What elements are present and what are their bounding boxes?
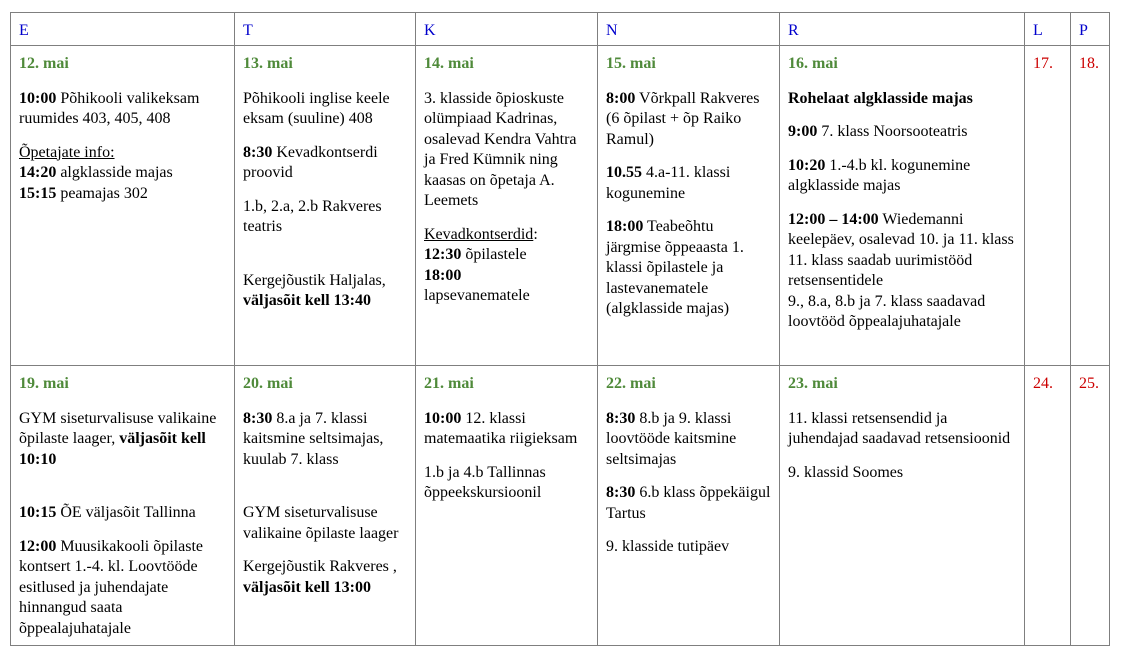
event: 10:00 Põhikooli valikeksam ruumides 403, 405, 408 [19, 89, 200, 127]
cell-22-mai [598, 366, 780, 646]
event: 8:30 6.b klass õppekäigul Tartus [606, 484, 771, 522]
event: Kergejõustik Haljalas, väljasõit kell 13:40 [243, 271, 386, 309]
cell-23-mai [780, 366, 1025, 646]
cell-15-mai [598, 46, 780, 366]
event: 11. klass saadab uurimistööd retsensentidele [788, 251, 973, 289]
event: 8:00 Võrkpall Rakveres (6 õpilast + õp Raiko Ramul) [606, 89, 760, 148]
date-label: 21. mai [424, 375, 474, 392]
date-label: 16. mai [788, 55, 838, 72]
event: 8:30 8.b ja 9. klassi loovtööde kaitsmine seltsimajas [606, 409, 737, 468]
event: 8:30 8.a ja 7. klassi kaitsmine seltsimajas, kuulab 7. klass [243, 409, 384, 468]
event: 1.b, 2.a, 2.b Rakveres teatris [243, 197, 382, 235]
event: 3. klasside õpioskuste olümpiaad Kadrinas, osalevad Kendra Vahtra ja Fred Kümnik ning kaasas on õpetaja A. Leemets [424, 89, 577, 209]
day-header-t: T [235, 13, 416, 46]
event: 12:00 – 14:00 Wiedemanni keelepäev, osalevad 10. ja 11. klass [788, 210, 1014, 248]
event: Kergejõustik Rakveres , väljasõit kell 13:00 [243, 558, 397, 596]
day-header-e: E [11, 13, 235, 46]
weekly-schedule-table [10, 12, 1110, 646]
event-text: lapsevanematele [424, 287, 530, 304]
event-heading: Rohelaat algklasside majas [788, 89, 973, 107]
cell-25 [1071, 366, 1110, 646]
event: GYM siseturvalisuse valikaine õpilaste laager [243, 504, 399, 542]
event: 10.55 4.a-11. klassi kogunemine [606, 164, 731, 202]
cell-12-mai [11, 46, 235, 366]
day-header-row [11, 13, 1110, 46]
day-header-l: L [1025, 13, 1071, 46]
event: 9:00 7. klass Noorsooteatris [788, 123, 968, 140]
concert-label: Kevadkontserdid: [424, 225, 538, 243]
event: 18:00 [424, 266, 462, 284]
cell-18 [1071, 46, 1110, 366]
event: 10:00 12. klassi matemaatika riigieksam [424, 409, 578, 447]
event: 15:15 peamajas 302 [19, 184, 148, 202]
week-row-2 [11, 366, 1110, 646]
event: 9. klasside tutipäev [606, 538, 730, 555]
day-header-r: R [780, 13, 1025, 46]
event: GYM siseturvalisuse valikaine õpilaste laager, väljasõit kell 10:10 [19, 409, 217, 468]
event: 8:30 Kevadkontserdi proovid [243, 143, 378, 181]
date-label: 25. [1079, 375, 1099, 392]
date-label: 19. mai [19, 375, 69, 392]
cell-20-mai [235, 366, 416, 646]
date-label: 23. mai [788, 375, 838, 392]
date-label: 24. [1033, 375, 1053, 392]
date-label: 12. mai [19, 55, 69, 72]
event: Põhikooli inglise keele eksam (suuline) 408 [243, 89, 390, 127]
date-label: 14. mai [424, 55, 474, 72]
event: 9., 8.a, 8.b ja 7. klass saadavad loovtööd õppealajuhatajale [788, 292, 986, 330]
day-header-p: P [1071, 13, 1110, 46]
cell-19-mai [11, 366, 235, 646]
date-label: 18. [1079, 55, 1099, 72]
event: 12:30 õpilastele [424, 246, 527, 263]
cell-13-mai [235, 46, 416, 366]
date-label: 20. mai [243, 375, 293, 392]
event: 14:20 algklasside majas [19, 164, 173, 181]
day-header-n: N [598, 13, 780, 46]
event: 18:00 Teabeõhtu järgmise õppeaasta 1. klassi õpilastele ja lastevanematele (algklasside majas) [606, 218, 744, 317]
cell-21-mai [416, 366, 598, 646]
event: 12:00 Muusikakooli õpilaste kontsert 1.-4. kl. Loovtööde esitlused ja juhendajate hinnangud saata õppealajuhatajale [19, 537, 203, 637]
cell-16-mai [780, 46, 1025, 366]
event: 11. klassi retsensendid ja juhendajad saadavad retsensioonid [788, 409, 1011, 447]
date-label: 13. mai [243, 55, 293, 72]
date-label: 17. [1033, 55, 1053, 72]
event: 10:15 ÕE väljasõit Tallinna [19, 504, 196, 521]
event: 9. klassid Soomes [788, 463, 904, 481]
day-header-k: K [416, 13, 598, 46]
week-row-1 [11, 46, 1110, 366]
date-label: 15. mai [606, 55, 656, 72]
cell-14-mai [416, 46, 598, 366]
cell-17 [1025, 46, 1071, 366]
date-label: 22. mai [606, 375, 656, 392]
teacher-info: Õpetajate info: [19, 143, 115, 161]
cell-24 [1025, 366, 1071, 646]
event: 10:20 1.-4.b kl. kogunemine algklasside majas [788, 156, 971, 194]
event: 1.b ja 4.b Tallinnas õppeekskursioonil [424, 463, 546, 501]
